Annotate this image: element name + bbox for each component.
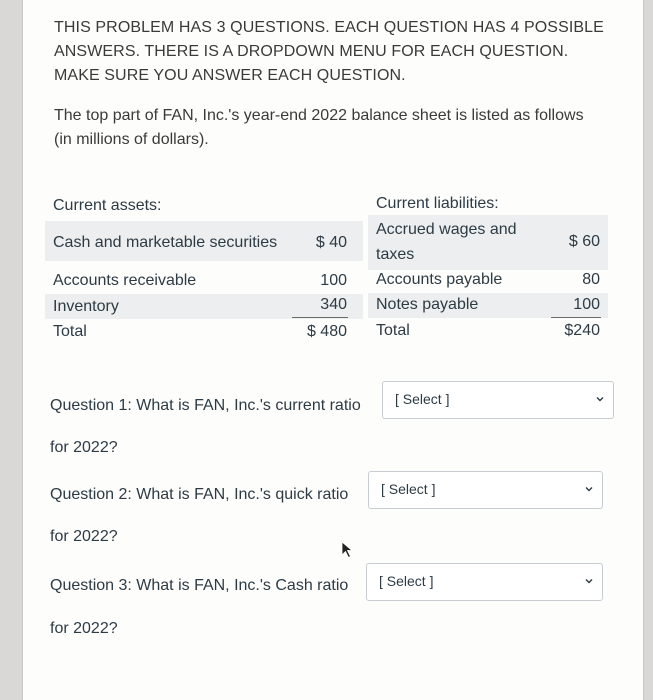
liability-label: Total xyxy=(376,322,410,339)
liability-label: Notes payable xyxy=(376,296,479,313)
mouse-pointer-icon xyxy=(341,541,355,559)
question-1-continuation: for 2022? xyxy=(50,439,118,456)
intro-line: (in millions of dollars). xyxy=(54,131,209,148)
question-2-continuation: for 2022? xyxy=(50,528,118,545)
liability-label: taxes xyxy=(376,246,415,263)
quiz-page xyxy=(22,0,644,700)
dropdown-value: [ Select ] xyxy=(381,481,436,497)
chevron-down-icon xyxy=(584,576,594,586)
balance-sheet-intro xyxy=(54,104,614,152)
liability-label: Accrued wages and xyxy=(376,221,517,238)
asset-value: $ 480 xyxy=(306,323,347,340)
asset-value: 340 xyxy=(320,296,347,313)
question-3-continuation: for 2022? xyxy=(50,620,118,637)
dropdown-value: [ Select ] xyxy=(379,573,434,589)
liabilities-header: Current liabilities: xyxy=(376,195,499,212)
liability-value: 80 xyxy=(582,271,600,288)
question-3-dropdown[interactable] xyxy=(366,563,603,601)
instructions-line: ANSWERS. THERE IS A DROPDOWN MENU FOR EACH QUESTION. xyxy=(54,43,569,60)
question-1-dropdown[interactable] xyxy=(382,381,614,419)
liability-value: 100 xyxy=(573,296,600,313)
asset-label: Total xyxy=(53,323,87,340)
chevron-down-icon xyxy=(595,394,605,404)
instructions-line: THIS PROBLEM HAS 3 QUESTIONS. EACH QUESTION HAS 4 POSSIBLE xyxy=(54,19,604,36)
asset-value: 100 xyxy=(320,272,347,289)
question-2-dropdown[interactable] xyxy=(368,471,603,509)
asset-label: Inventory xyxy=(53,298,119,315)
asset-label: Cash and marketable securities xyxy=(53,234,278,251)
instructions-line: MAKE SURE YOU ANSWER EACH QUESTION. xyxy=(54,67,406,84)
assets-header: Current assets: xyxy=(53,197,162,214)
liability-label: Accounts payable xyxy=(376,271,503,288)
asset-label: Accounts receivable xyxy=(53,272,197,289)
liability-value: $ 60 xyxy=(568,233,600,250)
chevron-down-icon xyxy=(584,484,594,494)
asset-value: $ 40 xyxy=(315,234,347,251)
question-3-text: Question 3: What is FAN, Inc.'s Cash ratio xyxy=(50,577,349,594)
instructions-caps xyxy=(54,16,614,88)
intro-line: The top part of FAN, Inc.'s year-end 2022 balance sheet is listed as follows xyxy=(54,107,584,124)
total-rule xyxy=(551,317,601,318)
question-1-text: Question 1: What is FAN, Inc.'s current ratio xyxy=(50,397,361,414)
liability-value: $240 xyxy=(564,322,600,339)
dropdown-value: [ Select ] xyxy=(395,391,450,407)
question-2-text: Question 2: What is FAN, Inc.'s quick ratio xyxy=(50,486,349,503)
total-rule xyxy=(292,317,348,318)
instructions xyxy=(54,16,614,152)
